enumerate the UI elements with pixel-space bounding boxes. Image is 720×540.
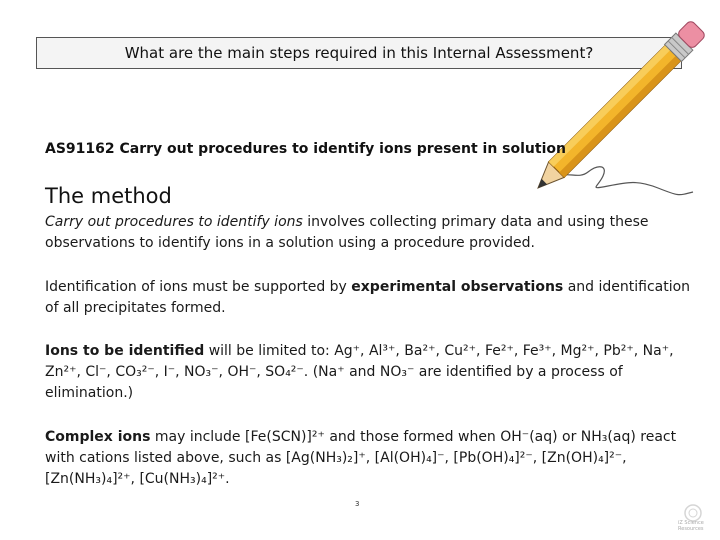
- standard-title: AS91162 Carry out procedures to identify ions present in solution: [45, 141, 566, 157]
- logo-text: iZ Science Resources: [678, 520, 704, 532]
- identification-text-b: and identification of all precipitates formed.: [45, 279, 691, 316]
- complex-ions-label: Complex ions: [45, 429, 151, 445]
- ions-paragraph: [45, 341, 705, 404]
- ions-note: (Na⁺ and NO₃⁻ are identified by a process of elimination.): [45, 364, 623, 401]
- method-text: involves collecting primary data and using these observations to identify ions in a solution using a procedure provided.: [45, 214, 649, 251]
- ions-list: will be limited to: Ag⁺, Al³⁺, Ba²⁺, Cu²⁺, Fe²⁺, Fe³⁺, Mg²⁺, Pb²⁺, Na⁺, Zn²⁺, Cl⁻, CO₃²⁻, I⁻, NO₃⁻, OH⁻, SO₄²⁻.: [45, 343, 674, 380]
- complex-ions-paragraph: [45, 427, 705, 490]
- identification-paragraph: [45, 277, 705, 319]
- section-heading: The method: [45, 184, 172, 208]
- pencil-icon: [508, 0, 720, 205]
- page-title: What are the main steps required in this Internal Assessment?: [124, 44, 594, 62]
- method-italic: Carry out procedures to identify ions: [45, 214, 303, 230]
- complex-ions-text: may include [Fe(SCN)]²⁺ and those formed when OH⁻(aq) or NH₃(aq) react with cations listed above, such as [Ag(NH₃)₂]⁺, [Al(OH)₄]⁻, [Pb(OH)₄]²⁻, [Zn(OH)₄]²⁻, [Zn(NH₃)₄]²⁺, [Cu(NH₃)₄]²⁺.: [45, 429, 677, 487]
- experimental-observations: experimental observations: [351, 279, 564, 295]
- identification-text-a: Identification of ions must be supported by: [45, 279, 352, 295]
- page-number: 3: [355, 500, 360, 508]
- ions-label: Ions to be identified: [45, 343, 205, 359]
- method-paragraph: [45, 212, 705, 254]
